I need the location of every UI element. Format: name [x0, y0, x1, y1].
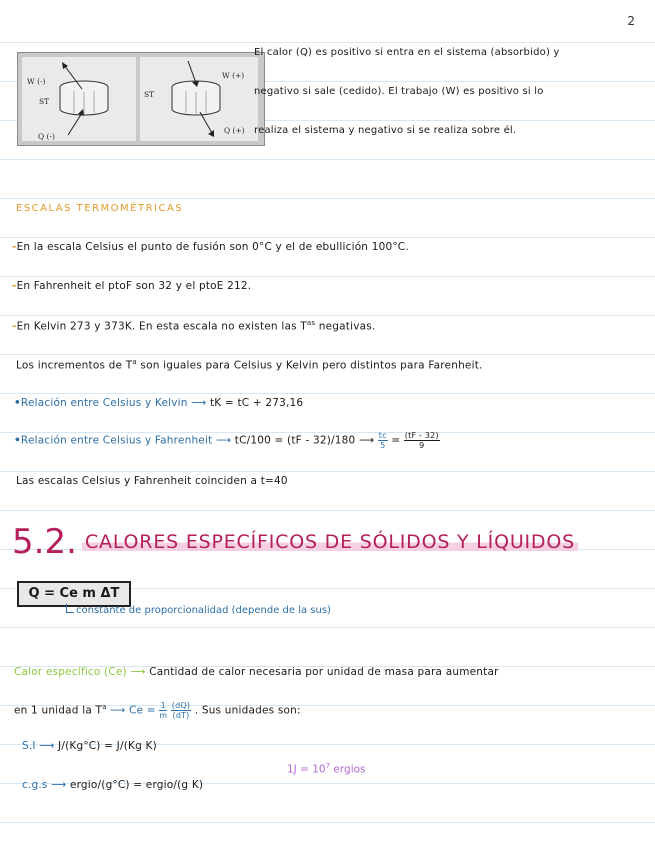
kelvin-superscript: as [306, 319, 316, 327]
fraction-denominator: m [159, 711, 168, 720]
fraction-numerator: (dQ) [171, 701, 191, 710]
coinciden-line: Las escalas Celsius y Fahrenheit coinciden a t=40 [16, 475, 288, 487]
figure-w-label: W (-) [27, 77, 46, 86]
bullet-dash: - [12, 320, 17, 333]
intro-line-2: negativo si sale (cedido). El trabajo (W) es positivo si lo [254, 86, 544, 97]
figure-w-label: W (+) [222, 71, 245, 80]
fraction-denominator: (dT) [172, 711, 190, 720]
arrow-right-icon: ⟶ [110, 704, 126, 717]
fraction-dq-dt [171, 701, 191, 720]
fraction-numerator: 1 [160, 701, 166, 710]
system-diagram-figure [17, 52, 265, 146]
ce-label: Ce = [128, 704, 156, 717]
formula-note-text: constante de proporcionalidad (depende de la sus) [76, 605, 331, 616]
fraction-tc-5 [378, 431, 388, 450]
conversion-text-end: ergios [330, 763, 366, 776]
bullet-dash: - [12, 280, 17, 292]
cgs-label: c.g.s [22, 779, 48, 791]
bullet-dot: • [14, 397, 21, 409]
fraction-tf-9 [404, 431, 440, 450]
calor-especifico-label: Calor específico (Ce) [14, 666, 127, 678]
def2-superscript: a [102, 703, 107, 711]
formula-box: Q = Ce m ΔT [17, 581, 131, 607]
calor-especifico-def1: Cantidad de calor necesaria por unidad de masa para aumentar [149, 666, 499, 678]
calor-especifico-def2: en 1 unidad la T [14, 704, 103, 717]
page-number: 2 [627, 14, 635, 28]
fraction-numerator: tc [378, 431, 387, 440]
incrementos-text-end: son iguales para Celsius y Kelvin pero distintos para Farenheit. [136, 359, 483, 372]
cgs-units: ergio/(g°C) = ergio/(g K) [69, 779, 204, 791]
relacion-cf-label: Relación entre Celsius y Fahrenheit [20, 434, 213, 447]
relacion-celsius-kelvin [14, 397, 303, 409]
fahrenheit-line [12, 280, 251, 292]
intro-line-3: realiza el sistema y negativo si se realiza sobre él. [254, 125, 517, 136]
fraction-denominator: 5 [380, 441, 386, 450]
conversion-text: 1J = 10 [287, 763, 326, 776]
intro-line-1: El calor (Q) es positivo si entra en el sistema (absorbido) y [254, 47, 560, 58]
relacion-ck-formula: tK = tC + 273,16 [209, 397, 304, 409]
relacion-cf-formula: tC/100 = (tF - 32)/180 [234, 434, 356, 447]
calor-especifico-line-1 [14, 666, 499, 678]
figure-st-label: ST [39, 97, 50, 106]
cgs-units-line [22, 779, 203, 791]
escalas-heading: ESCALAS TERMOMÉTRICAS [16, 203, 184, 214]
figure-q-label: Q (+) [224, 126, 245, 135]
celsius-text: En la escala Celsius el punto de fusión son 0°C y el de ebullición 100°C. [16, 241, 409, 253]
kelvin-text-end: negativas. [315, 320, 376, 333]
formula-note [66, 604, 331, 616]
hook-arrow-icon [66, 604, 74, 613]
bullet-dash: - [12, 241, 17, 253]
relacion-celsius-fahrenheit [14, 431, 440, 450]
section-title: CALORES ESPECÍFICOS DE SÓLIDOS Y LÍQUIDOS [82, 531, 578, 553]
si-units: J/(Kg°C) = J/(Kg K) [58, 740, 157, 752]
section-heading [12, 522, 578, 562]
arrow-right-icon: ⟶ [215, 434, 235, 447]
figure-panel-right [140, 57, 258, 141]
arrow-right-icon: ⟶ [51, 779, 70, 791]
arrow-right-icon: ⟶ [358, 434, 378, 447]
celsius-line [12, 241, 409, 253]
fraction-1-m [159, 701, 167, 720]
arrow-right-icon: ⟶ [191, 397, 210, 409]
fraction-numerator: (tF - 32) [404, 431, 439, 440]
calor-especifico-def2-end: . Sus unidades son: [194, 704, 301, 717]
kelvin-line [12, 319, 376, 333]
arrow-right-icon: ⟶ [39, 740, 59, 752]
fraction-denominator: 9 [419, 441, 425, 450]
figure-panel-left [22, 57, 136, 141]
si-units-line [22, 740, 157, 752]
figure-st-label: ST [144, 90, 155, 99]
conversion-superscript: 7 [325, 762, 331, 770]
figure-q-label: Q (-) [38, 132, 55, 141]
section-number: 5.2. [12, 522, 77, 562]
relacion-ck-label: Relación entre Celsius y Kelvin [20, 397, 188, 409]
bullet-dot: • [14, 434, 21, 447]
incrementos-line [16, 358, 483, 372]
incrementos-text: Los incrementos de T [16, 359, 133, 372]
conversion-note [287, 762, 366, 776]
fahrenheit-text: En Fahrenheit el ptoF son 32 y el ptoE 212. [16, 280, 252, 292]
equals-sign: = [391, 434, 404, 447]
incrementos-superscript: a [132, 358, 137, 366]
calor-especifico-line-2 [14, 701, 301, 720]
arrow-right-icon: ⟶ [130, 666, 146, 678]
si-label: S.I [22, 740, 36, 752]
kelvin-text: En Kelvin 273 y 373K. En esta escala no existen las T [16, 320, 307, 333]
